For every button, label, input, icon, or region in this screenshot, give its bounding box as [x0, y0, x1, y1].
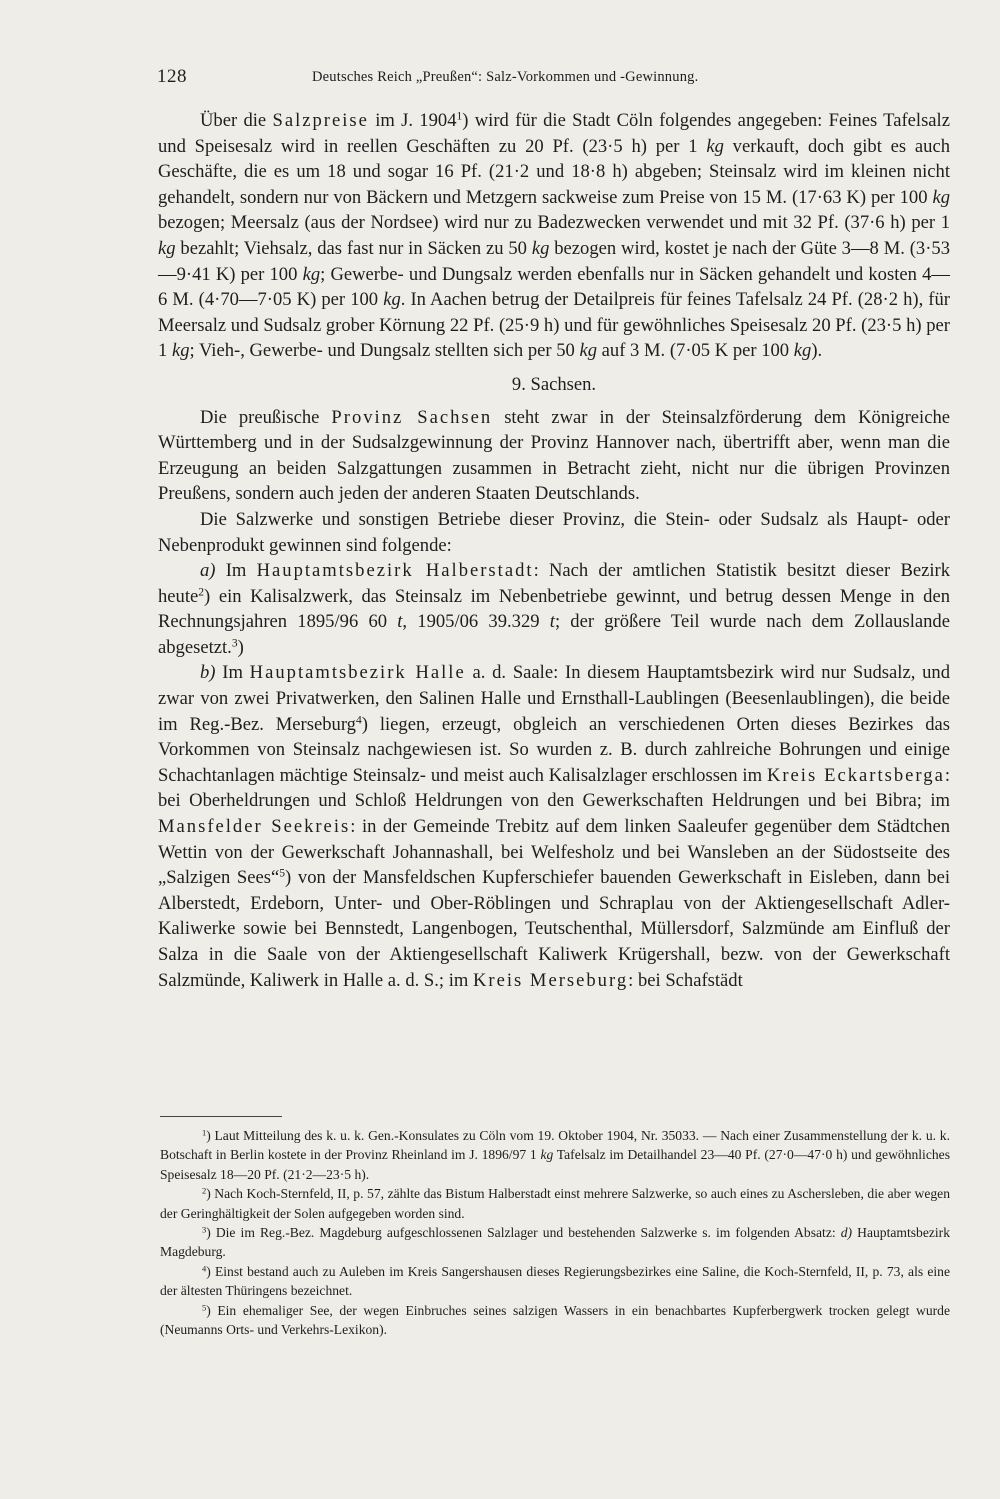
spaced-emphasis: Mansfelder Seekreis — [158, 816, 351, 838]
italic-text: b) — [200, 662, 216, 684]
text-run: : in der Gemeinde Trebitz auf dem linken Saaleufer gegenüber dem Städtchen Wettin von der Gewerkschaft Johannashall, bei Welfesholz und bei Wansleben an der Südostseite des „Salzigen Sees“ — [158, 816, 950, 889]
text-run: , 1905/06 39.329 — [402, 611, 550, 633]
footnote-marker: 1 — [202, 1127, 207, 1138]
text-run: a. d. Saale: In diesem Hauptamtsbezirk wird nur Sudsalz, und zwar von zwei Privatwerken, den Salinen Halle und Ernsthall-Laublingen (Beesenlaublingen), die beide im Reg.-Bez. Merseburg — [158, 662, 950, 735]
footnote-marker: 5 — [279, 867, 286, 880]
text-run: Tafelsalz im Detailhandel 23—40 Pf. (27·0—47·0 h) und gewöhnliches Speisesalz 18—20 Pf. (21·2—23·5 h). — [160, 1147, 950, 1182]
footnote-marker: 4 — [355, 714, 362, 727]
italic-text: t — [397, 611, 403, 633]
italic-text: kg — [579, 340, 598, 362]
text-run: ) Nach Koch-Sternfeld, II, p. 57, zählte das Bistum Halberstadt einst mehrere Salzwerke, so auch eines zu Aschersleben, die aber wegen der Geringhältigkeit der Solen aufgegeben worden sind. — [160, 1186, 950, 1221]
footnote-marker: 2 — [198, 586, 205, 599]
italic-text: kg — [793, 340, 812, 362]
text-run: bezogen wird, kostet je nach der Güte 3—8 M. (3·53—9·41 K) per 100 — [158, 237, 950, 285]
footnotes — [160, 1126, 950, 1339]
text-run: 9. Sachsen. — [511, 373, 597, 395]
text-run: ) von der Mansfeldschen Kupferschiefer bauenden Gewerkschaft in Eisleben, dann bei Alberstedt, Erdeborn, Unter- und Ober-Röblingen und Schraplau von der Aktiengesellschaft Adler-Kaliwerke sowie bei Bennstedt, Langenbogen, Teutschenthal, Müllersdorf, Salzmünde am Einfluß der Salza in die Saale von der Aktiengesellschaft Kaliwerk Krügershall, bezw. von der Gewerkschaft Salzmünde, Kaliwerk in Halle a. d. S.; im — [158, 867, 950, 991]
text-run: auf 3 M. (7·05 K per 100 — [597, 340, 794, 362]
body-text — [158, 108, 950, 993]
footnote — [160, 1301, 950, 1340]
page-header — [157, 66, 847, 96]
footnote-rule — [160, 1116, 282, 1117]
running-title: Deutsches Reich „Preußen“: Salz-Vorkommen und -Gewinnung. — [312, 69, 699, 85]
text-run: Im — [215, 560, 257, 582]
footnote-marker: 3 — [202, 1224, 207, 1235]
text-run: im J. 1904 — [368, 110, 457, 131]
italic-text: kg — [383, 289, 401, 311]
spaced-emphasis: Hauptamtsbezirk Halle — [249, 662, 466, 684]
page-number: 128 — [157, 66, 187, 87]
text-run: ). — [811, 340, 823, 362]
footnote — [160, 1223, 950, 1262]
text-run: ) liegen, erzeugt, obgleich an verschiedenen Orten dieses Bezirkes das Vorkommen von Steinsalz nachgewiesen ist. So wurden z. B. durch zahlreiche Bohrungen und einige Schachtanlagen mächtige Steinsalz- und meist auch Kalisalzlager erschlossen im — [158, 713, 950, 786]
italic-text: kg — [932, 186, 950, 208]
section-heading — [158, 372, 950, 398]
body-paragraph — [158, 660, 950, 993]
italic-text: kg — [706, 135, 724, 157]
footnote — [160, 1262, 950, 1301]
text-run: ) wird für die Stadt Cöln folgendes angegeben: Feines Tafelsalz und Speisesalz wird in reellen Geschäften zu 20 Pf. (23·5 h) per 1 — [158, 110, 950, 157]
text-run: Die preußische — [200, 406, 332, 428]
spaced-emphasis: Kreis Eckartsberga — [766, 764, 945, 786]
body-paragraph — [158, 558, 950, 660]
text-run: ) Einst bestand auch zu Auleben im Kreis Sangershausen dieses Regierungsbezirkes eine Saline, die Koch-Sternfeld, II, p. 73, als eine der ältesten Thüringens bezeichnet. — [160, 1263, 950, 1299]
spaced-emphasis: Kreis Merseburg — [473, 969, 629, 991]
footnote — [160, 1184, 950, 1223]
spaced-emphasis: Hauptamtsbezirk Halberstadt — [256, 560, 534, 582]
footnote-marker: 2 — [202, 1185, 207, 1196]
text-run: Die Salzwerke und sonstigen Betriebe dieser Provinz, die Stein- oder Sudsalz als Haupt- oder Nebenprodukt gewinnen sind folgende: — [158, 508, 950, 556]
text-run: : Nach der amtlichen Statistik besitzt dieser Bezirk heute — [158, 560, 951, 607]
text-run: Hauptamtsbezirk Magdeburg. — [160, 1225, 950, 1260]
text-run: Im — [215, 662, 250, 684]
text-run: verkauft, doch gibt es auch Geschäfte, die es um 18 und sogar 16 Pf. (21·2 und 18·8 h) abgeben; Steinsalz wird im kleinen nicht gehandelt, sondern nur von Bäckern und Metzgern sackweise zum Preise von 15 M. (17·63 K) per 100 — [158, 135, 951, 208]
body-paragraph — [158, 108, 950, 364]
text-run: ; Gewerbe- und Dungsalz werden ebenfalls nur in Säcken gehandelt und kosten 4—6 M. (4·70—7·05 K) per 100 — [158, 263, 950, 311]
italic-text: kg — [302, 263, 321, 285]
italic-text: t — [549, 611, 555, 633]
text-run: : bei Schafstädt — [628, 969, 743, 991]
spaced-emphasis: Provinz Sachsen — [331, 406, 493, 428]
body-paragraph — [158, 507, 950, 558]
text-run: ; der größere Teil wurde nach dem Zollauslande abgesetzt. — [158, 611, 950, 658]
text-run: ) Laut Mitteilung des k. u. k. Gen.-Konsulates zu Cöln vom 19. Oktober 1904, Nr. 35033. — Nach einer Zusammenstellung der k. u. k. Botschaft in Berlin kostete in der Provinz Rheinland im J. 1896/97 1 — [160, 1128, 950, 1163]
text-run: bezogen; Meersalz (aus der Nordsee) wird nur zu Badezwecken verwendet und mit 32 Pf. (37·6 h) per 1 — [158, 212, 950, 234]
italic-text: kg — [171, 340, 190, 362]
italic-text: kg — [531, 237, 550, 259]
footnote-marker: 3 — [231, 637, 238, 650]
italic-text: kg — [540, 1147, 554, 1163]
text-run: ) — [237, 636, 244, 658]
body-paragraph — [158, 405, 950, 507]
italic-text: a) — [200, 560, 216, 582]
footnote-marker: 1 — [456, 110, 463, 123]
spaced-emphasis: Salzpreise — [272, 110, 369, 131]
text-run: . In Aachen betrug der Detailpreis für feines Tafelsalz 24 Pf. (28·2 h), für Meersalz und Sudsalz grober Körnung 22 Pf. (25·9 h) und für gewöhnliches Speisesalz 20 Pf. (23·5 h) per 1 — [158, 289, 950, 362]
text-run: ) ein Kalisalzwerk, das Steinsalz im Nebenbetriebe gewinnt, und betrug dessen Menge in den Rechnungsjahren 1895/96 60 — [158, 585, 950, 633]
footnote-marker: 4 — [202, 1263, 207, 1274]
italic-text: kg — [158, 237, 176, 259]
text-run: : bei Oberheldrungen und Schloß Heldrungen von den Gewerkschaften Heldrungen und bei Bibra; im — [158, 764, 950, 812]
text-run: bezahlt; Viehsalz, das fast nur in Säcken zu 50 — [175, 237, 532, 259]
text-run: ) Die im Reg.-Bez. Magdeburg aufgeschlossenen Salzlager und bestehenden Salzwerke s. im folgenden Absatz: — [206, 1225, 841, 1241]
text-run: ) Ein ehemaliger See, der wegen Einbruches seines salzigen Wassers in ein benachbartes Kupferbergwerk trocken gelegt wurde (Neumanns Orts- und Verkehrs-Lexikon). — [160, 1302, 950, 1338]
text-run: steht zwar in der Steinsalzförderung dem Königreiche Württemberg und in der Sudsalzgewinnung der Provinz Hannover nach, übertrifft aber, wenn man die Erzeugung an beiden Salzgattungen zusammen in Betracht zieht, nicht nur die übrigen Provinzen Preußens, sondern auch jeden der anderen Staaten Deutschlands. — [158, 406, 951, 505]
text-run: Über die — [200, 110, 273, 131]
text-run: ; Vieh-, Gewerbe- und Dungsalz stellten sich per 50 — [189, 340, 580, 362]
footnote — [160, 1126, 950, 1184]
italic-text: d) — [840, 1225, 853, 1241]
footnote-marker: 5 — [202, 1302, 207, 1313]
